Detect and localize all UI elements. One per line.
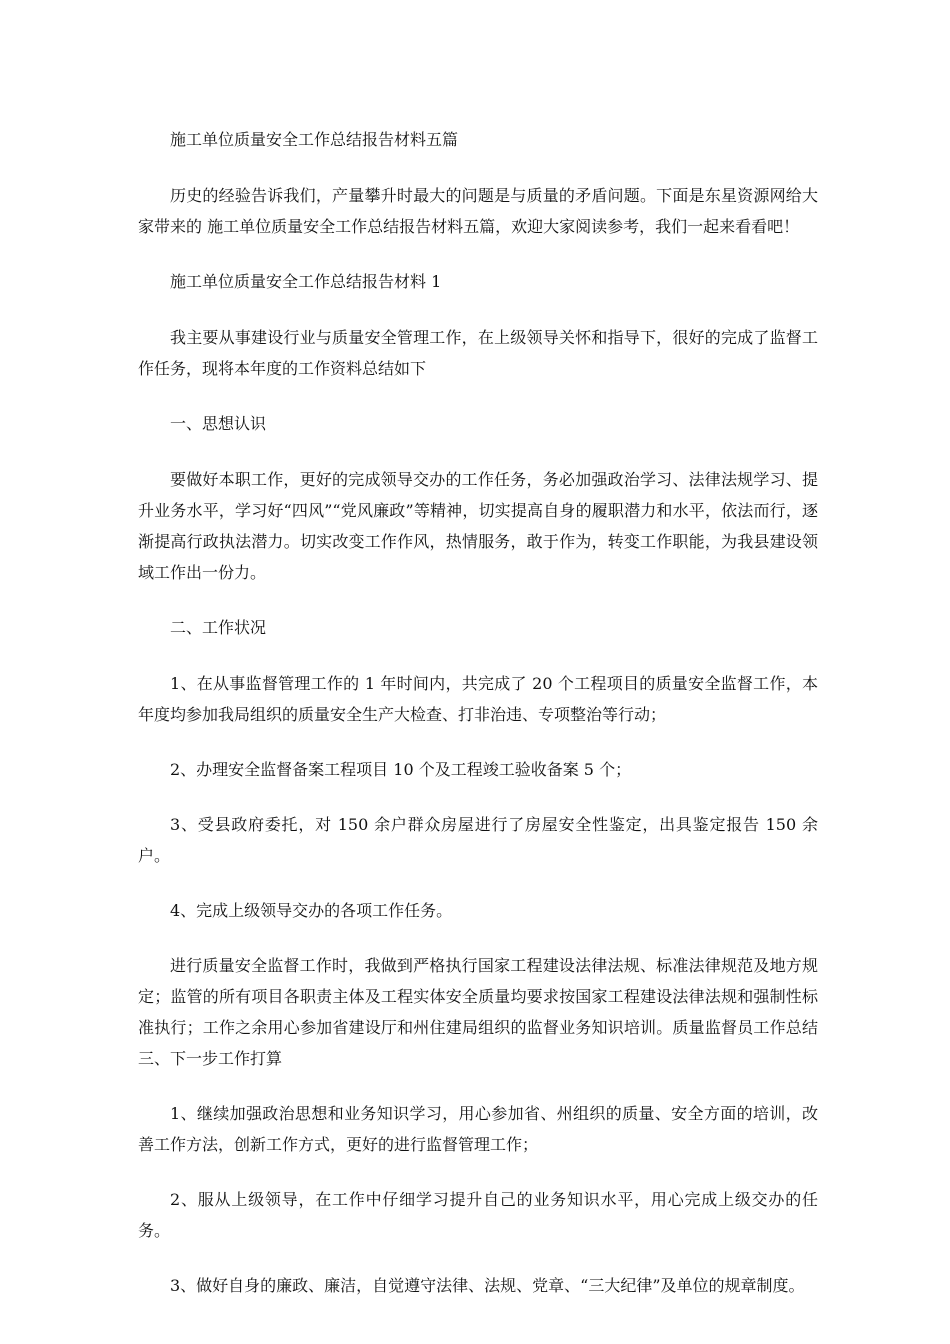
plan-item-1: 1、继续加强政治思想和业务知识学习，用心参加省、州组织的质量、安全方面的培训，改善工作方法，创新工作方式，更好的进行监督管理工作； [138, 1104, 818, 1154]
work-item-4: 4、完成上级领导交办的各项工作任务。 [170, 901, 453, 920]
thought-paragraph: 要做好本职工作，更好的完成领导交办的工作任务，务必加强政治学习、法律法规学习、提升业务水平，学习好“四风”“党风廉政”等精神，切实提高自身的履职潜力和水平，依法而行，逐渐提高行政执法潜力。切实改变工作作风，热情服务，敢于作为，转变工作职能，为我县建设领域工作出一份力。 [138, 470, 818, 582]
section-intro-paragraph: 我主要从事建设行业与质量安全管理工作，在上级领导关怀和指导下，很好的完成了监督工作任务，现将本年度的工作资料总结如下 [138, 328, 818, 378]
section-title: 施工单位质量安全工作总结报告材料 1 [170, 272, 442, 291]
heading-thought: 一、思想认识 [170, 414, 267, 433]
work-item-1: 1、在从事监督管理工作的 1 年时间内，共完成了 20 个工程项目的质量安全监督工作，本年度均参加我局组织的质量安全生产大检查、打非治违、专项整治等行动； [138, 674, 818, 724]
document-title: 施工单位质量安全工作总结报告材料五篇 [170, 130, 459, 149]
plan-item-3: 3、做好自身的廉政、廉洁，自觉遵守法律、法规、党章、“三大纪律”及单位的规章制度。 [170, 1276, 805, 1295]
document-body [138, 124, 818, 1325]
work-item-3: 3、受县政府委托，对 150 余户群众房屋进行了房屋安全性鉴定，出具鉴定报告 150 余户。 [138, 815, 818, 865]
work-item-2: 2、办理安全监督备案工程项目 10 个及工程竣工验收备案 5 个； [170, 760, 632, 779]
intro-paragraph: 历史的经验告诉我们，产量攀升时最大的问题是与质量的矛盾问题。下面是东星资源网给大家带来的 施工单位质量安全工作总结报告材料五篇，欢迎大家阅读参考，我们一起来看看吧！ [138, 186, 818, 236]
heading-work-status: 二、工作状况 [170, 618, 267, 637]
plan-item-2: 2、服从上级领导，在工作中仔细学习提升自己的业务知识水平，用心完成上级交办的任务。 [138, 1190, 818, 1240]
supervision-paragraph: 进行质量安全监督工作时，我做到严格执行国家工程建设法律法规、标准法律规范及地方规定；监管的所有项目各职责主体及工程实体安全质量均要求按国家工程建设法律法规和强制性标准执行；工作之余用心参加省建设厅和州住建局组织的监督业务知识培训。质量监督员工作总结三、下一步工作打算 [138, 956, 818, 1068]
